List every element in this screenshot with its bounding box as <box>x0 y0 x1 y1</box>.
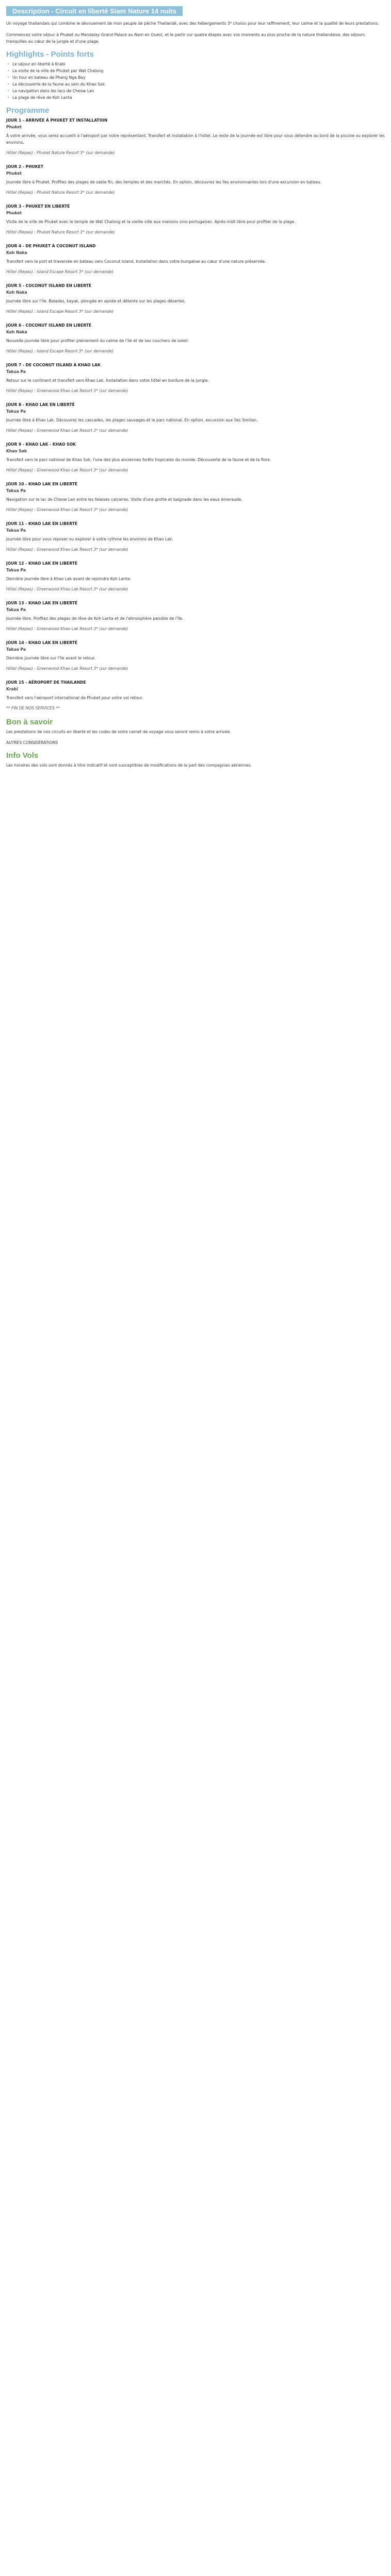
intro <box>6 20 385 45</box>
highlight-item: • La plage de rêve de Koh Lanta <box>6 94 385 101</box>
day-description: Journée libre sur l'île. Balades, kayak, plongée en apnée et détente sur les plages désertes. <box>6 299 186 303</box>
day-title: JOUR 15 - AÉROPORT DE THAILANDE <box>6 680 86 685</box>
program-day <box>6 560 385 592</box>
day-location: Khao Sok <box>6 449 27 453</box>
day-description: Dernière journée libre sur l'île avant le retour. <box>6 656 96 660</box>
day-location: Takua Pa <box>6 528 26 533</box>
page-title: Description - Circuit en liberté Siam Nature 14 nuits <box>6 6 183 16</box>
day-location: Koh Naka <box>6 330 27 334</box>
day-hotel: Hôtel (Repas) : Phuket Nature Resort 3* (sur demande) <box>6 190 115 195</box>
day-description: Retour sur le continent et transfert vers Khao Lak. Installation dans votre hôtel en bordure de la jungle. <box>6 378 209 383</box>
day-hotel: Hôtel (Repas) : Greenwood Khao Lak Resort 3* (sur demande) <box>6 468 128 472</box>
program-day <box>6 679 385 711</box>
day-hotel: Hôtel (Repas) : Greenwood Khao Lak Resort 3* (sur demande) <box>6 666 128 671</box>
highlights-heading: Highlights - Points forts <box>6 50 94 59</box>
bon-a-savoir <box>6 728 385 746</box>
day-hotel: Hôtel (Repas) : Greenwood Khao Lak Resort 3* (sur demande) <box>6 428 128 433</box>
day-hotel: Hôtel (Repas) : Greenwood Khao Lak Resort 3* (sur demande) <box>6 626 128 631</box>
program-day <box>6 282 385 315</box>
intro-paragraph: Commencez votre séjour à Phuket ou Mandalay Grand Palace au Nam en Ouest, et le partir sur quatre étapes avec vos moments au plus proche de la nature thaïlandaise, des séjours tranquilles au cœur de la jungle et d'une plage. <box>6 32 365 44</box>
day-description: Navigation sur le lac de Cheow Lan entre les falaises calcaires. Visite d'une grotte et baignade dans les eaux émeraude. <box>6 497 242 502</box>
highlight-item: • La navigation dans les lacs de Cheow Lan <box>6 88 385 94</box>
program-day <box>6 117 385 156</box>
program-heading: Programme <box>6 106 50 115</box>
day-hotel: Hôtel (Repas) : Phuket Nature Resort 3* (sur demande) <box>6 230 115 234</box>
day-location: Takua Pa <box>6 409 26 414</box>
day-title: JOUR 6 - COCONUT ISLAND EN LIBERTÉ <box>6 323 92 328</box>
program-day <box>6 401 385 434</box>
day-title: JOUR 2 - PHUKET <box>6 164 43 169</box>
day-title: JOUR 10 - KHAO LAK EN LIBERTÉ <box>6 482 78 486</box>
day-title: JOUR 7 - DE COCONUT ISLAND À KHAO LAK <box>6 363 101 367</box>
day-location: Takua Pa <box>6 369 26 374</box>
day-hotel: Hôtel (Repas) : Island Escape Resort 3* (sur demande) <box>6 269 113 274</box>
highlight-item: • La visite de la ville de Phuket par Wat Chalong <box>6 67 385 74</box>
program-day <box>6 203 385 235</box>
day-hotel: Hôtel (Repas) : Phuket Nature Resort 3* (sur demande) <box>6 150 115 155</box>
day-location: Koh Naka <box>6 250 27 255</box>
note-paragraph: AUTRES CONSIDÉRATIONS <box>6 740 58 745</box>
day-location: Takua Pa <box>6 607 26 612</box>
day-hotel: Hôtel (Repas) : Island Escape Resort 3* (sur demande) <box>6 309 113 314</box>
day-title: JOUR 11 - KHAO LAK EN LIBERTÉ <box>6 521 78 526</box>
day-hotel: Hôtel (Repas) : Greenwood Khao Lak Resort 3* (sur demande) <box>6 547 128 552</box>
day-description: Transfert vers le port et traversée en bateau vers Coconut Island. Installation dans votre bungalow au cœur d'une nature préservée. <box>6 259 266 264</box>
program-day <box>6 481 385 513</box>
highlights-list <box>6 61 385 101</box>
day-location: Phuket <box>6 171 22 176</box>
day-description: Journée libre à Phuket. Profitez des plages de sable fin, des temples et des marchés. En option, découvrez les îles environnantes lors d'une excursion en bateau. <box>6 180 322 184</box>
day-location: Takua Pa <box>6 647 26 652</box>
day-title: JOUR 9 - KHAO LAK - KHAO SOK <box>6 442 76 447</box>
day-description: Journée libre à Khao Lak. Découvrez les cascades, les plages sauvages et le parc national. En option, excursion aux îles Similan. <box>6 418 258 422</box>
bon-a-savoir-heading: Bon à savoir <box>6 718 53 726</box>
day-description: Transfert vers l'aéroport international de Phuket pour votre vol retour. <box>6 696 143 700</box>
program-day <box>6 163 385 196</box>
day-location: Takua Pa <box>6 488 26 493</box>
day-hotel: Hôtel (Repas) : Greenwood Khao Lak Resort 3* (sur demande) <box>6 507 128 512</box>
day-title: JOUR 1 - ARRIVÉE À PHUKET ET INSTALLATION <box>6 118 108 123</box>
info-vols-heading: Info Vols <box>6 751 39 760</box>
intro-paragraph: Un voyage thaïlandais qui combine le dévouement de mon peuple de pêche Thaïlandé, avec des hébergements 3* choisis pour leur raffinement, leur calme et la qualité de leurs prestations. <box>6 21 379 26</box>
program-day <box>6 362 385 394</box>
day-title: JOUR 14 - KHAO LAK EN LIBERTÉ <box>6 640 78 645</box>
program-day <box>6 243 385 275</box>
day-title: JOUR 4 - DE PHUKET À COCONUT ISLAND <box>6 244 96 248</box>
highlight-item: • Un tour en bateau de Phang Nga Bay <box>6 74 385 81</box>
day-hotel: Hôtel (Repas) : Greenwood Khao Lak Resort 3* (sur demande) <box>6 587 128 591</box>
day-description: Nouvelle journée libre pour profiter pleinement du calme de l'île et de ses couchers de soleil. <box>6 338 189 343</box>
day-title: JOUR 3 - PHUKET EN LIBERTÉ <box>6 204 70 209</box>
day-title: JOUR 8 - KHAO LAK EN LIBERTÉ <box>6 402 75 407</box>
day-description: Journée libre pour vous reposer ou explorer à votre rythme les environs de Khao Lak. <box>6 537 173 541</box>
highlight-item: • La découverte de la faune au sein du Khao Sok <box>6 81 385 88</box>
day-description: Transfert vers le parc national de Khao Sok, l'une des plus anciennes forêts tropicales du monde. Découverte de la faune et de la flore. <box>6 457 271 462</box>
program-day <box>6 639 385 672</box>
info-paragraph: Les horaires des vols sont donnés à titre indicatif et sont susceptibles de modifications de la part des compagnies aériennes. <box>6 763 252 768</box>
day-location: Phuket <box>6 211 22 215</box>
program-day <box>6 520 385 553</box>
page <box>0 0 391 788</box>
note-paragraph: Les prestations de nos circuits en liberté et les codes de votre carnet de voyage vous seront remis à votre arrivée. <box>6 730 231 734</box>
day-location: Takua Pa <box>6 568 26 572</box>
day-title: JOUR 12 - KHAO LAK EN LIBERTÉ <box>6 561 78 566</box>
day-location: Koh Naka <box>6 290 27 295</box>
program-day <box>6 322 385 354</box>
day-hotel: Hôtel (Repas) : Greenwood Khao Lak Resort 3* (sur demande) <box>6 388 128 393</box>
program-days <box>6 117 385 711</box>
day-description: Journée libre. Profitez des plages de rêve de Koh Lanta et de l'atmosphère paisible de l'île. <box>6 616 184 621</box>
day-hotel: ** FIN DE NOS SERVICES ** <box>6 706 60 710</box>
day-title: JOUR 5 - COCONUT ISLAND EN LIBERTÉ <box>6 283 92 288</box>
program-day <box>6 441 385 473</box>
day-hotel: Hôtel (Repas) : Island Escape Resort 3* (sur demande) <box>6 349 113 353</box>
day-description: Dernière journée libre à Khao Lak avant de rejoindre Koh Lanta. <box>6 577 131 581</box>
day-title: JOUR 13 - KHAO LAK EN LIBERTÉ <box>6 601 78 605</box>
day-description: Visite de la ville de Phuket avec le temple de Wat Chalong et la vieille ville aux maisons sino-portugaises. Après-midi libre pour profiter de la plage. <box>6 219 296 224</box>
day-location: Krabi <box>6 687 18 691</box>
highlight-item: • Le séjour en liberté à Krabi <box>6 61 385 67</box>
day-location: Phuket <box>6 125 22 129</box>
program-day <box>6 600 385 632</box>
day-description: À votre arrivée, vous serez accueilli à l'aéroport par notre représentant. Transfert et installation à l'hôtel. Le reste de la journée est libre pour vous détendre au bord de la piscine ou explorer les environs. <box>6 133 385 145</box>
info-vols <box>6 762 385 769</box>
